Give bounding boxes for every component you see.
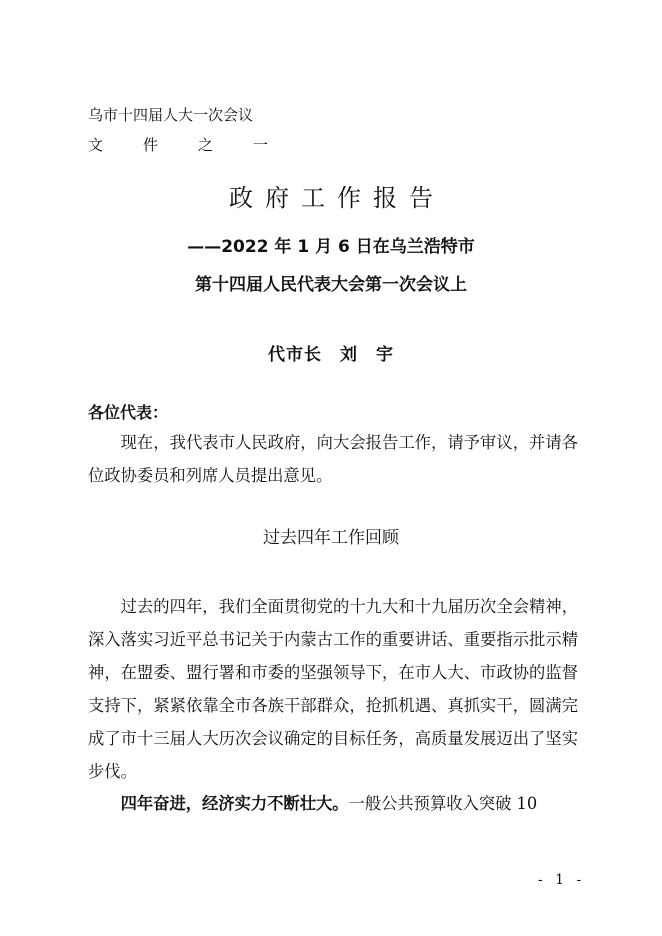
header-char: 件 (143, 136, 159, 154)
header-char: 文 (88, 136, 104, 154)
document-header-meeting: 乌市十四届人大一次会议 (88, 106, 254, 124)
header-char: 一 (253, 136, 269, 154)
header-char: 之 (198, 136, 214, 154)
document-header-file-number (88, 134, 308, 155)
salutation: 各位代表： (88, 403, 169, 422)
economy-paragraph-lead: 四年奋进，经济实力不断壮大。 (120, 794, 349, 813)
intro-paragraph: 现在，我代表市人民政府，向大会报告工作，请予审议，并请各位政协委员和列席人员提出意见。 (88, 433, 578, 485)
page-number: - 1 - (538, 872, 586, 888)
economy-paragraph-text: 一般公共预算收入突破 10 (348, 794, 538, 813)
review-paragraph: 过去的四年，我们全面贯彻党的十九大和十九届历次全会精神，深入落实习近平总书记关于内蒙古工作的重要讲话、重要指示批示精神，在盟委、盟行署和市委的坚强领导下，在市人大、市政协的监督支持下，紧紧依靠全市各族干部群众，抢抓机遇、真抓实干，圆满完成了市十三届人大历次会议确定的目标任务，高质量发展迈出了坚实步伐。 (88, 597, 578, 781)
report-subtitle-meeting: 第十四届人民代表大会第一次会议上 (195, 275, 467, 295)
report-subtitle-date-place: ——2022 年 1 月 6 日在乌兰浩特市 (187, 237, 475, 257)
report-author: 代市长 刘 宇 (268, 345, 394, 365)
economy-paragraph (88, 787, 578, 820)
report-title: 政府工作报告 (229, 184, 445, 212)
section-heading: 过去四年工作回顾 (263, 528, 399, 548)
